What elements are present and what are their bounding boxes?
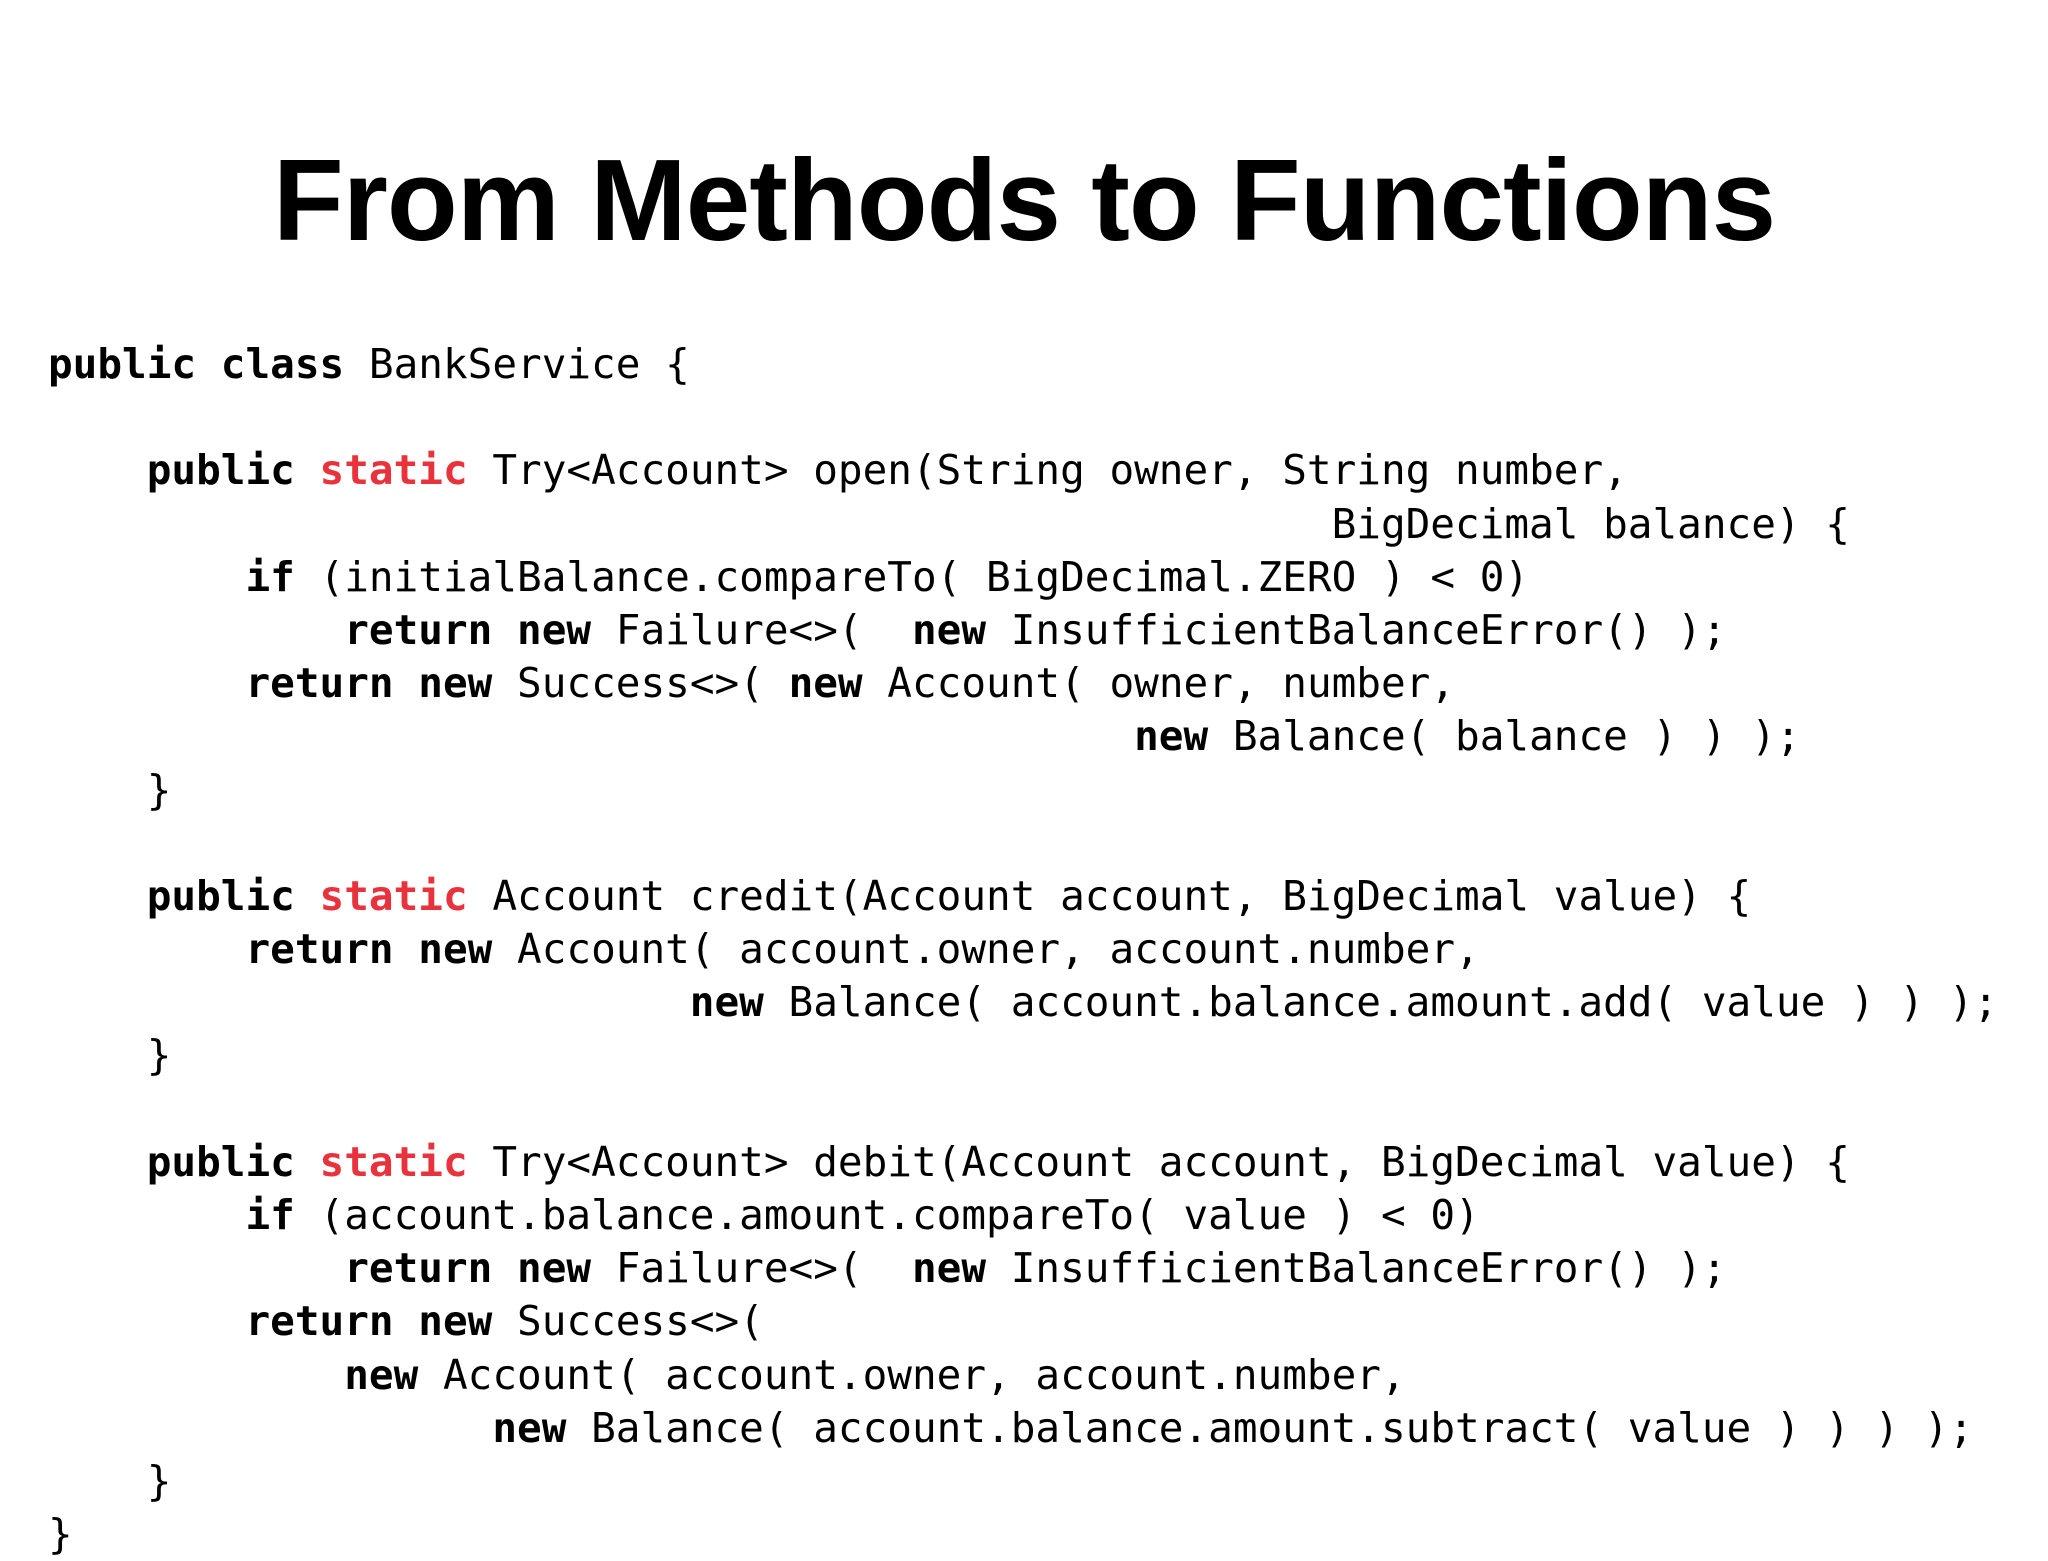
code-line xyxy=(48,1349,1998,1402)
code-text: Success<>( xyxy=(492,659,789,708)
code-text xyxy=(492,606,517,654)
code-text: Account credit(Account account, BigDecimal value) { xyxy=(467,871,1752,920)
code-keyword: return xyxy=(344,605,493,654)
code-text xyxy=(295,872,320,920)
code-text xyxy=(48,1138,147,1186)
code-line xyxy=(48,604,1998,657)
code-keyword: public xyxy=(146,871,295,920)
code-line xyxy=(48,1029,1998,1082)
code-text: Account( account.owner, account.number, xyxy=(492,925,1480,974)
code-text: } xyxy=(48,1456,172,1505)
code-keyword: new xyxy=(1134,712,1209,761)
code-keyword: return xyxy=(245,1297,394,1346)
code-text: } xyxy=(48,1031,172,1080)
code-text: (account.balance.amount.compareTo( value ) < 0) xyxy=(294,1191,1480,1239)
code-keyword: new xyxy=(911,1244,987,1293)
code-text xyxy=(48,872,147,920)
code-line xyxy=(48,870,1998,923)
code-line xyxy=(48,391,1998,444)
code-text: InsufficientBalanceError() ); xyxy=(986,1244,1727,1293)
code-block xyxy=(48,338,1998,1561)
code-keyword: new xyxy=(418,925,493,974)
code-line xyxy=(48,710,1998,763)
code-text: Balance( account.balance.amount.add( value ) ) ); xyxy=(763,978,1999,1027)
code-text: BigDecimal balance) { xyxy=(48,499,1850,548)
code-text xyxy=(48,606,344,654)
code-keyword: class xyxy=(220,340,345,388)
code-line xyxy=(48,338,1998,391)
code-text xyxy=(48,712,1134,760)
code-text xyxy=(48,978,690,1026)
code-keyword: return xyxy=(245,659,394,708)
code-line xyxy=(48,1455,1998,1508)
code-text: Success<>( xyxy=(492,1297,764,1346)
code-line xyxy=(48,1136,1998,1189)
code-keyword: new xyxy=(788,659,863,708)
code-text xyxy=(394,1297,419,1345)
code-text: Failure<>( xyxy=(591,1244,912,1293)
code-keyword: return xyxy=(245,925,394,974)
code-text xyxy=(295,1138,320,1186)
code-text xyxy=(295,446,320,494)
code-keyword-static: static xyxy=(319,871,468,920)
code-line xyxy=(48,1083,1998,1136)
code-keyword: new xyxy=(911,605,987,654)
code-line xyxy=(48,551,1998,604)
code-text: Try<Account> open(String owner, String number, xyxy=(467,446,1628,495)
code-keyword: new xyxy=(689,978,764,1027)
code-line xyxy=(48,444,1998,497)
code-text: Try<Account> debit(Account account, BigDecimal value) { xyxy=(467,1137,1850,1186)
code-text xyxy=(196,340,221,388)
code-keyword: new xyxy=(344,1350,419,1399)
code-keyword: public xyxy=(48,340,197,388)
code-keyword: public xyxy=(146,446,295,495)
code-keyword: new xyxy=(517,1244,592,1293)
code-text xyxy=(492,1244,517,1292)
code-text: InsufficientBalanceError() ); xyxy=(986,605,1727,654)
code-line xyxy=(48,498,1998,551)
code-text: BankService { xyxy=(344,340,690,388)
code-keyword: return xyxy=(344,1244,493,1293)
code-text xyxy=(48,659,245,707)
code-text: Account( owner, number, xyxy=(862,659,1456,708)
code-keyword: new xyxy=(418,1297,493,1346)
code-text xyxy=(48,1404,492,1452)
code-keyword: public xyxy=(146,1137,295,1186)
code-keyword: if xyxy=(245,1191,295,1239)
code-text xyxy=(48,925,245,973)
code-text xyxy=(48,553,245,601)
code-text: } xyxy=(48,765,172,814)
code-text: Failure<>( xyxy=(591,605,912,654)
code-keyword: new xyxy=(418,659,493,708)
code-text xyxy=(48,1297,245,1345)
code-text: Balance( balance ) ) ); xyxy=(1208,712,1801,761)
code-text xyxy=(394,659,419,707)
code-line xyxy=(48,976,1998,1029)
code-text xyxy=(48,446,147,494)
code-line xyxy=(48,923,1998,976)
code-line xyxy=(48,1295,1998,1348)
code-keyword: new xyxy=(492,1403,567,1452)
code-line xyxy=(48,1189,1998,1242)
code-text: } xyxy=(48,1510,73,1559)
code-text xyxy=(48,1351,344,1399)
code-text xyxy=(48,1244,344,1292)
code-keyword-static: static xyxy=(319,446,468,495)
code-keyword-static: static xyxy=(319,1137,468,1186)
code-line xyxy=(48,817,1998,870)
code-line xyxy=(48,657,1998,710)
code-line xyxy=(48,764,1998,817)
code-line xyxy=(48,1508,1998,1561)
code-text: Account( account.owner, account.number, xyxy=(418,1350,1406,1399)
code-text xyxy=(48,1191,245,1239)
code-text xyxy=(394,925,419,973)
code-keyword: new xyxy=(517,605,592,654)
code-text: (initialBalance.compareTo( BigDecimal.ZERO ) < 0) xyxy=(294,552,1530,601)
slide-title: From Methods to Functions xyxy=(272,135,1776,265)
code-keyword: if xyxy=(245,552,295,601)
code-text: Balance( account.balance.amount.subtract( value ) ) ) ); xyxy=(566,1403,1974,1452)
code-line xyxy=(48,1242,1998,1295)
code-line xyxy=(48,1402,1998,1455)
